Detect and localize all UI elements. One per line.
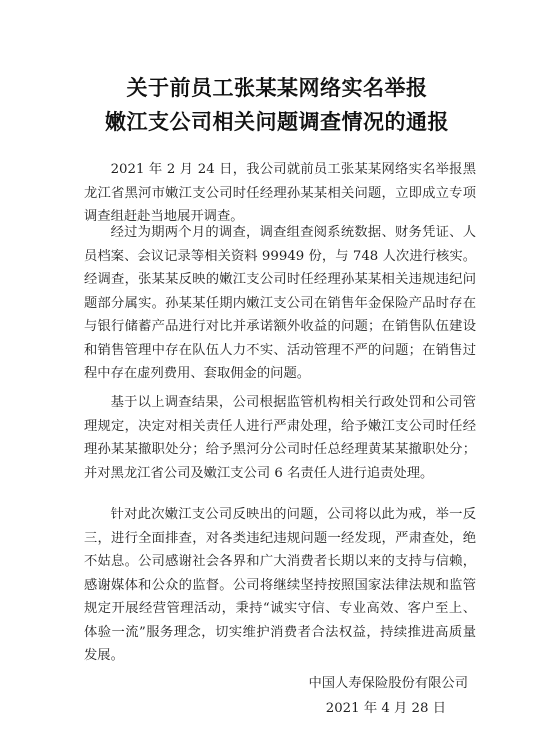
paragraph-4: 针对此次嫩江支公司反映出的问题，公司将以此为戒，举一反三，进行全面排查，对各类违纪违规问题一经发现，严肃查处，绝不姑息。公司感谢社会各界和广大消费者长期以来的支持与信赖，感谢媒体和公众的监督。公司将继续坚持按照国家法律法规和监管规定开展经营管理活动，秉持“诚实守信、专业高效、客户至上、体验一流”服务理念，切实维护消费者合法权益，持续推进高质量发展。 — [84, 507, 476, 663]
signature-organization: 中国人寿保险股份有限公司 — [308, 676, 468, 691]
document-title-line-1: 关于前员工张某某网络实名举报 — [126, 76, 428, 100]
paragraph-2: 经过为期两个月的调查，调查组查阅系统数据、财务凭证、人员档案、会议记录等相关资料 99949 份，与 748 人次进行核实。经调查，张某某反映的嫩江支公司时任经理孙某某相关违规违纪问题部分属实。孙某某任期内嫩江支公司在销售年金保险产品时存在与银行储蓄产品进行对比并承诺额外收益的问题；在销售队伍建设和销售管理中存在队伍人力不实、活动管理不严的问题；在销售过程中存在虚列费用、套取佣金的问题。 — [84, 225, 476, 381]
paragraph-3: 基于以上调查结果，公司根据监管机构相关行政处罚和公司管理规定，决定对相关责任人进行严肃处理，给予嫩江支公司时任经理孙某某撤职处分；给予黑河分公司时任总经理黄某某撤职处分；并对黑龙江省公司及嫩江支公司 6 名责任人进行追责处理。 — [84, 395, 476, 481]
paragraph-1: 2021 年 2 月 24 日，我公司就前员工张某某网络实名举报黑龙江省黑河市嫩江支公司时任经理孙某某相关问题，立即成立专项调查组赶赴当地展开调查。 — [84, 162, 476, 224]
document-title-line-2: 嫩江支公司相关问题调查情况的通报 — [105, 110, 449, 134]
signature-date: 2021 年 4 月 28 日 — [325, 701, 446, 716]
